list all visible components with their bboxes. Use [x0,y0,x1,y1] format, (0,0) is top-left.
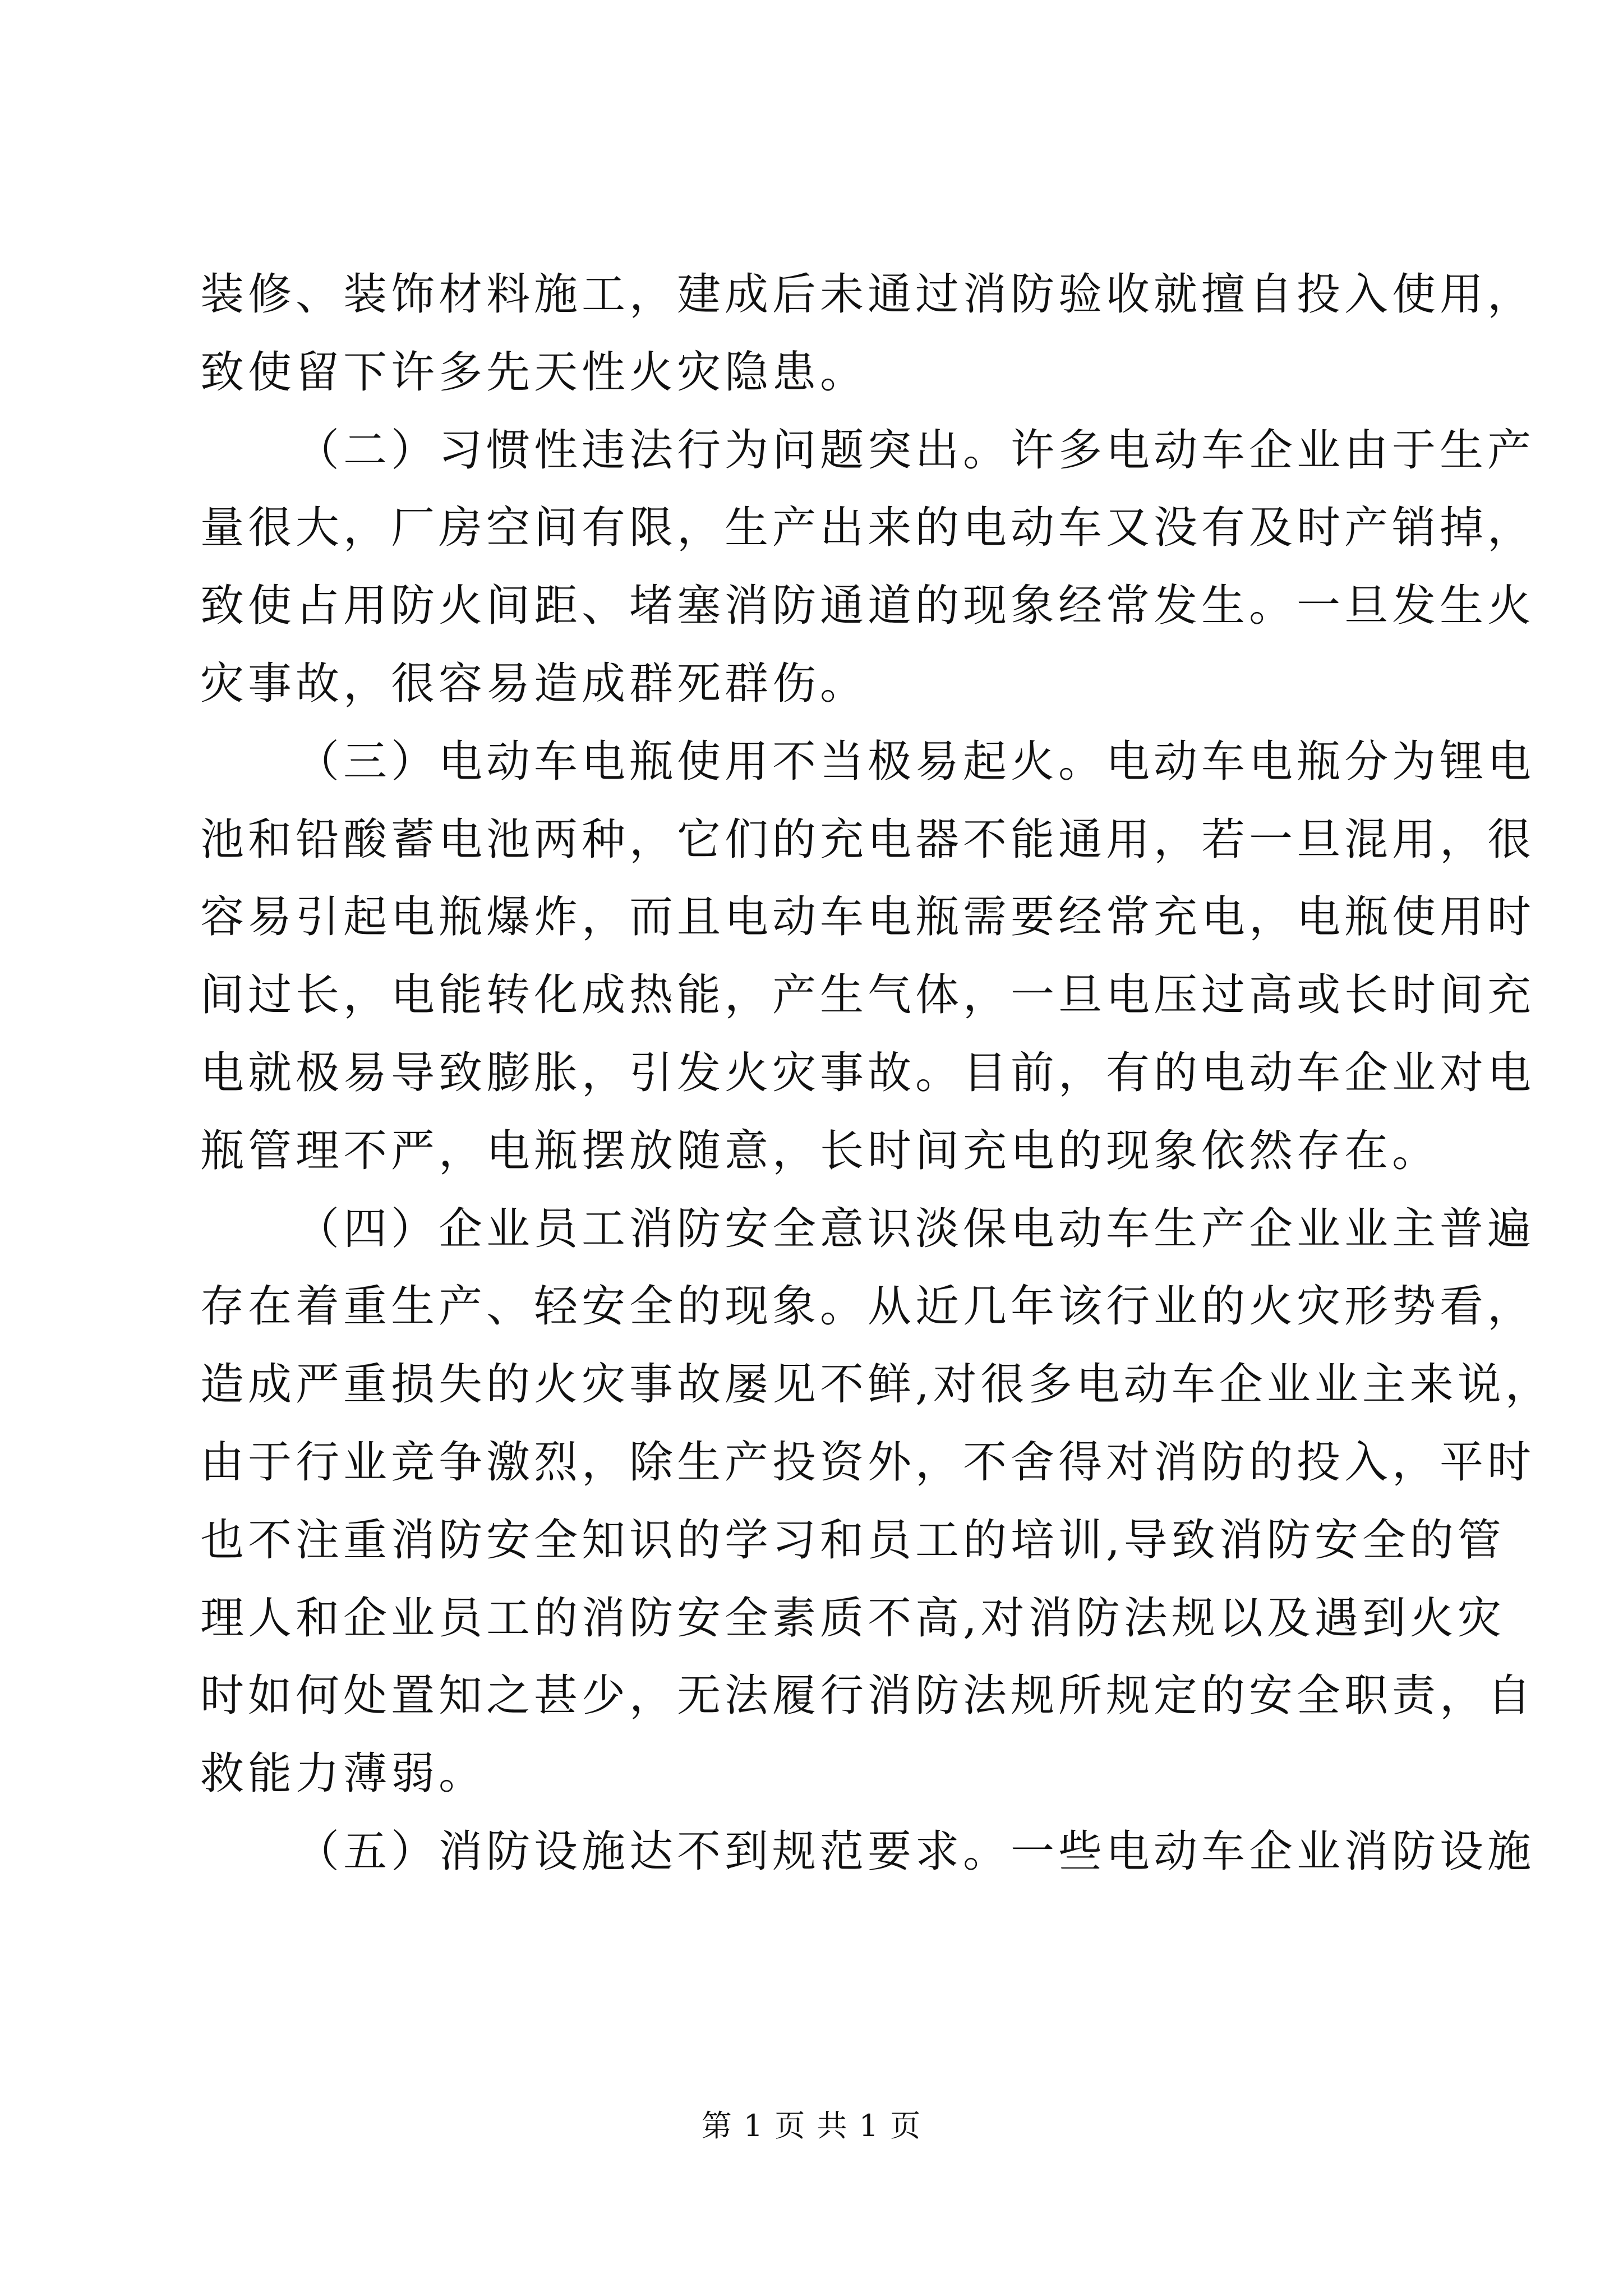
text-line: 池和铅酸蓄电池两种，它们的充电器不能通用，若一旦混用，很 [200,814,1536,865]
text-line: （二）习惯性违法行为问题突出。许多电动车企业由于生产 [296,425,1536,476]
text-line: 装修、装饰材料施工，建成后未通过消防验收就擅自投入使用， [200,269,1536,320]
text-line: 时如何处置知之甚少，无法履行消防法规所规定的安全职责，自 [200,1671,1536,1722]
text-line: 造成严重损失的火灾事故屡见不鲜,对很多电动车企业业主来说， [200,1359,1553,1410]
text-line: 容易引起电瓶爆炸，而且电动车电瓶需要经常充电，电瓶使用时 [200,892,1536,943]
text-line: （三）电动车电瓶使用不当极易起火。电动车电瓶分为锂电 [296,736,1536,787]
text-line: 瓶管理不严，电瓶摆放随意，长时间充电的现象依然存在。 [200,1125,1440,1176]
text-line: 救能力薄弱。 [200,1749,487,1800]
body-text [200,256,1553,1891]
text-line: 灾事故，很容易造成群死群伤。 [200,658,868,709]
text-line: 致使占用防火间距、堵塞消防通道的现象经常发生。一旦发生火 [200,581,1536,632]
text-line: 存在着重生产、轻安全的现象。从近几年该行业的火灾形势看， [200,1281,1536,1332]
text-line: 理人和企业员工的消防安全素质不高,对消防法规以及遇到火灾 [200,1593,1505,1644]
text-line: 由于行业竞争激烈，除生产投资外，不舍得对消防的投入，平时 [200,1437,1536,1488]
text-line: 间过长，电能转化成热能，产生气体，一旦电压过高或长时间充 [200,970,1536,1021]
text-line: （四）企业员工消防安全意识淡保电动车生产企业业主普遍 [296,1203,1536,1254]
text-line: 致使留下许多先天性火灾隐患。 [200,347,868,398]
text-line: 电就极易导致膨胀，引发火灾事故。目前，有的电动车企业对电 [200,1047,1536,1098]
page-footer: 第 1 页 共 1 页 [701,2108,922,2143]
text-line: 量很大，厂房空间有限，生产出来的电动车又没有及时产销掉， [200,503,1536,554]
text-line: （五）消防设施达不到规范要求。一些电动车企业消防设施 [296,1826,1536,1877]
text-line: 也不注重消防安全知识的学习和员工的培训,导致消防安全的管 [200,1515,1505,1566]
